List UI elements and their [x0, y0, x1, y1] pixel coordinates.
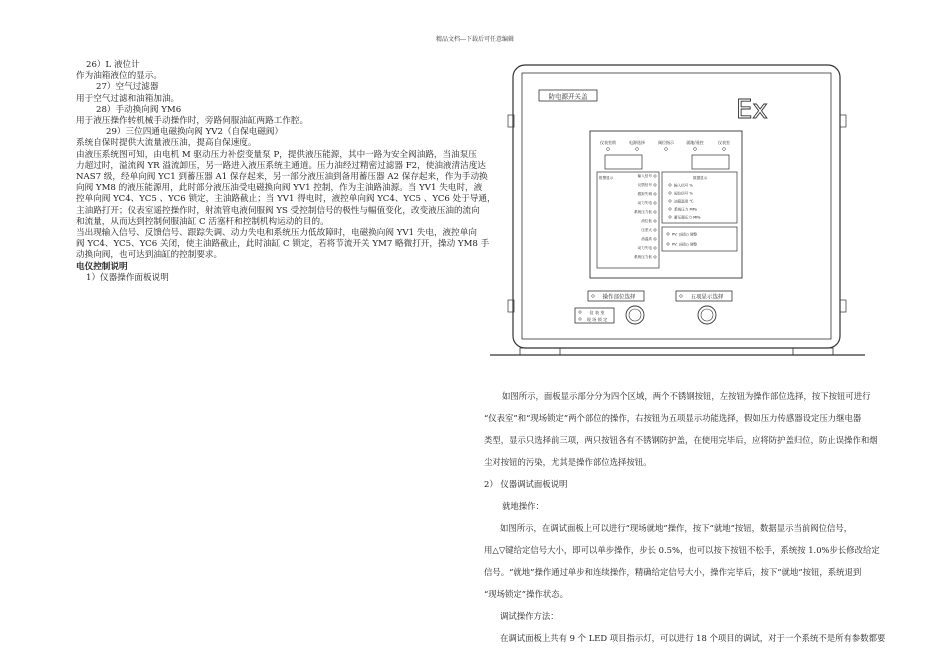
text-line: 作为油箱液位的显示。 [76, 71, 162, 82]
text-line: 向阀 YM8 的液压能源用，此时部分液压油受电磁换向阀 YV1 控制，作为主油路油源。当 YV1 失电时，液 [76, 183, 483, 194]
text-line: 1）仪器操作面板说明 [86, 272, 169, 283]
top-label: 仪表室 [718, 140, 730, 145]
text-line: 用于液压操作转机械手动操作时，旁路伺服油缸两路工作腔。 [76, 116, 309, 127]
text-line: “仪表室”和“现场锁定”两个部位的操作，右按钮为五项显示功能选择，假如压力传感器设定压力继电器 [484, 413, 862, 423]
alarm-item: 油温高 [641, 237, 652, 241]
data-item: 蓄压器压力 MPa [674, 215, 701, 220]
text-line: 如图所示，在调试面板上可以进行“现场就地”操作，按下“就地”按钮，数据显示当前阀位信号， [500, 523, 853, 533]
data-item: 输入信号 % [674, 183, 693, 188]
top-label: 电源选择 [629, 140, 645, 145]
text-line: 由液压系统图可知，由电机 M 驱动压力补偿变量泵 P，提供液压能源，其中一路为安全阀油路，当油泵压 [76, 149, 477, 160]
text-line: 力超过时，溢流阀 YR 溢流卸压，另一路进入液压系统主通道。压力油经过精密过滤器 F2，使油液清洁度达 [76, 160, 486, 171]
panel-title: 防电源开关盖 [548, 92, 588, 101]
text-line: 就地操作： [502, 501, 544, 511]
alarm-item: 系统压力低 [634, 255, 652, 259]
text-line: 动换向阀，也可达到油缸的控制要求。 [76, 250, 223, 261]
alarm-list [634, 173, 652, 259]
right-button-label: 五项显示选择 [690, 294, 724, 301]
text-line: 系统自保时提供大流量液压油，提高自保速度。 [76, 138, 257, 149]
text-line: 调试操作方法： [500, 611, 559, 621]
text-line: 28）手动换向阀 YM6 [96, 104, 182, 115]
data-item: 阀位信号 % [674, 191, 693, 196]
page-header: 精品文档---下载后可任意编辑 [435, 36, 515, 43]
text-line: 和流量，从而达到控制伺服油缸 C 活塞杆和控制机构运动的目的。 [76, 216, 329, 227]
alarm-item: 跟踪失调 [637, 192, 652, 196]
text-line: 信号。“就地”操作通过单步和连续操作，精确给定信号大小，操作完毕后，按下“就地”按钮，系统退到 [484, 567, 862, 577]
data-leds [669, 184, 671, 218]
text-line: 27）空气过滤器 [96, 82, 159, 93]
selector-line: 仪 表 室 [589, 310, 605, 315]
text-line: 如图所示，面板显示部分分为四个区域，两个不锈钢按钮，左按钮为操作部位选择，按下按钮可进行 [502, 391, 871, 401]
alarm-leds [654, 175, 656, 258]
alarm-item: 油位低 [641, 219, 652, 223]
text-line: 尘对按钮的污染，尤其是操作部位选择按钮。 [484, 457, 652, 467]
text-line: 当出现输入信号、反馈信号、跟踪失调、动力失电和系统压力低故障时，电磁换向阀 YV1 失电，液控单向 [76, 228, 477, 239]
text-line: 控单向阀 YC4、YC5 、YC6 锁定，主油路截止；当 YV1 得电时，液控单向阀 YC4、YC5 、YC6 处于导通， [76, 194, 496, 205]
instrument-panel-drawing [480, 55, 880, 375]
alarm-item: 压差大 [641, 228, 652, 232]
left-button-label: 操作部位选择 [602, 294, 636, 301]
top-label: 就地/遥控 [686, 140, 704, 145]
section-heading: 2） 仪器调试面板说明 [484, 479, 568, 489]
text-line: 阀 YC4、YC5、YC6 关闭，使主油路截止，此时油缸 C 锁定，若将节流开关 YM7 略微打开，操动 YM8 手 [76, 239, 490, 250]
data-item: 油箱温度 ℃ [674, 199, 694, 204]
text-line: 26）L 液位计 [86, 60, 140, 70]
top-label: 仪表室锁 [600, 140, 616, 145]
text-line: 在调试面板上共有 9 个 LED 项目指示灯，可以进行 18 个项目的调试，对于一个系统不是所有参数都要 [500, 633, 886, 643]
text-line: 29）三位四通电磁换向阀 YV2（自保电磁阀） [106, 127, 284, 138]
text-line: 主油路打开；仪表室遥控操作时，射流管电液伺服阀 YS 受控制信号的极性与幅值变化，改变液压油的流向 [76, 205, 480, 216]
ex-mark: Ex [736, 95, 768, 125]
data-item: 系统压力 MPa [674, 207, 697, 212]
alarm-item: 动力失电 [637, 246, 652, 250]
pv-line: PV: (阀位) 调整 [672, 232, 698, 237]
data-list-title: 数据显示 [693, 176, 708, 180]
text-line: 用于空气过滤和油箱加油。 [76, 93, 180, 104]
text-line: 用△▽键给定信号大小，即可以单步操作，步长 0.5%，也可以按下按钮不松手，系统按 1.0%步长修改给定 [484, 545, 880, 555]
alarm-list-title: 报警显示 [599, 176, 614, 180]
selector-line: 现 场 锁 定 [586, 317, 608, 322]
left-column [76, 60, 496, 284]
text-line: “现场锁定”操作状态。 [484, 589, 568, 599]
top-label: 阀位指示 [658, 140, 674, 145]
alarm-item: 输入信号 [637, 174, 652, 178]
section-heading: 电仪控制说明 [76, 261, 128, 272]
alarm-item: 系统压力低 [634, 210, 652, 214]
alarm-item: 动力失电 [637, 201, 652, 205]
pv-line: PV: (阀位) 调整 [672, 242, 698, 247]
text-line: NAS7 级，经单向阀 YC1 到蓄压器 A1 保存起来，另一部分液压油到备用蓄压器 A2 保存起来，作为手动换 [76, 172, 488, 183]
display-select-button[interactable] [698, 306, 716, 324]
alarm-item: 反馈信号 [637, 183, 652, 187]
operating-location-button[interactable] [626, 306, 644, 324]
text-line: 类型，显示只选择前三项，两只按钮各有不锈钢防护盖，在使用完毕后，应将防护盖归位，防止误操作和烟 [484, 435, 878, 445]
right-column [484, 385, 886, 649]
